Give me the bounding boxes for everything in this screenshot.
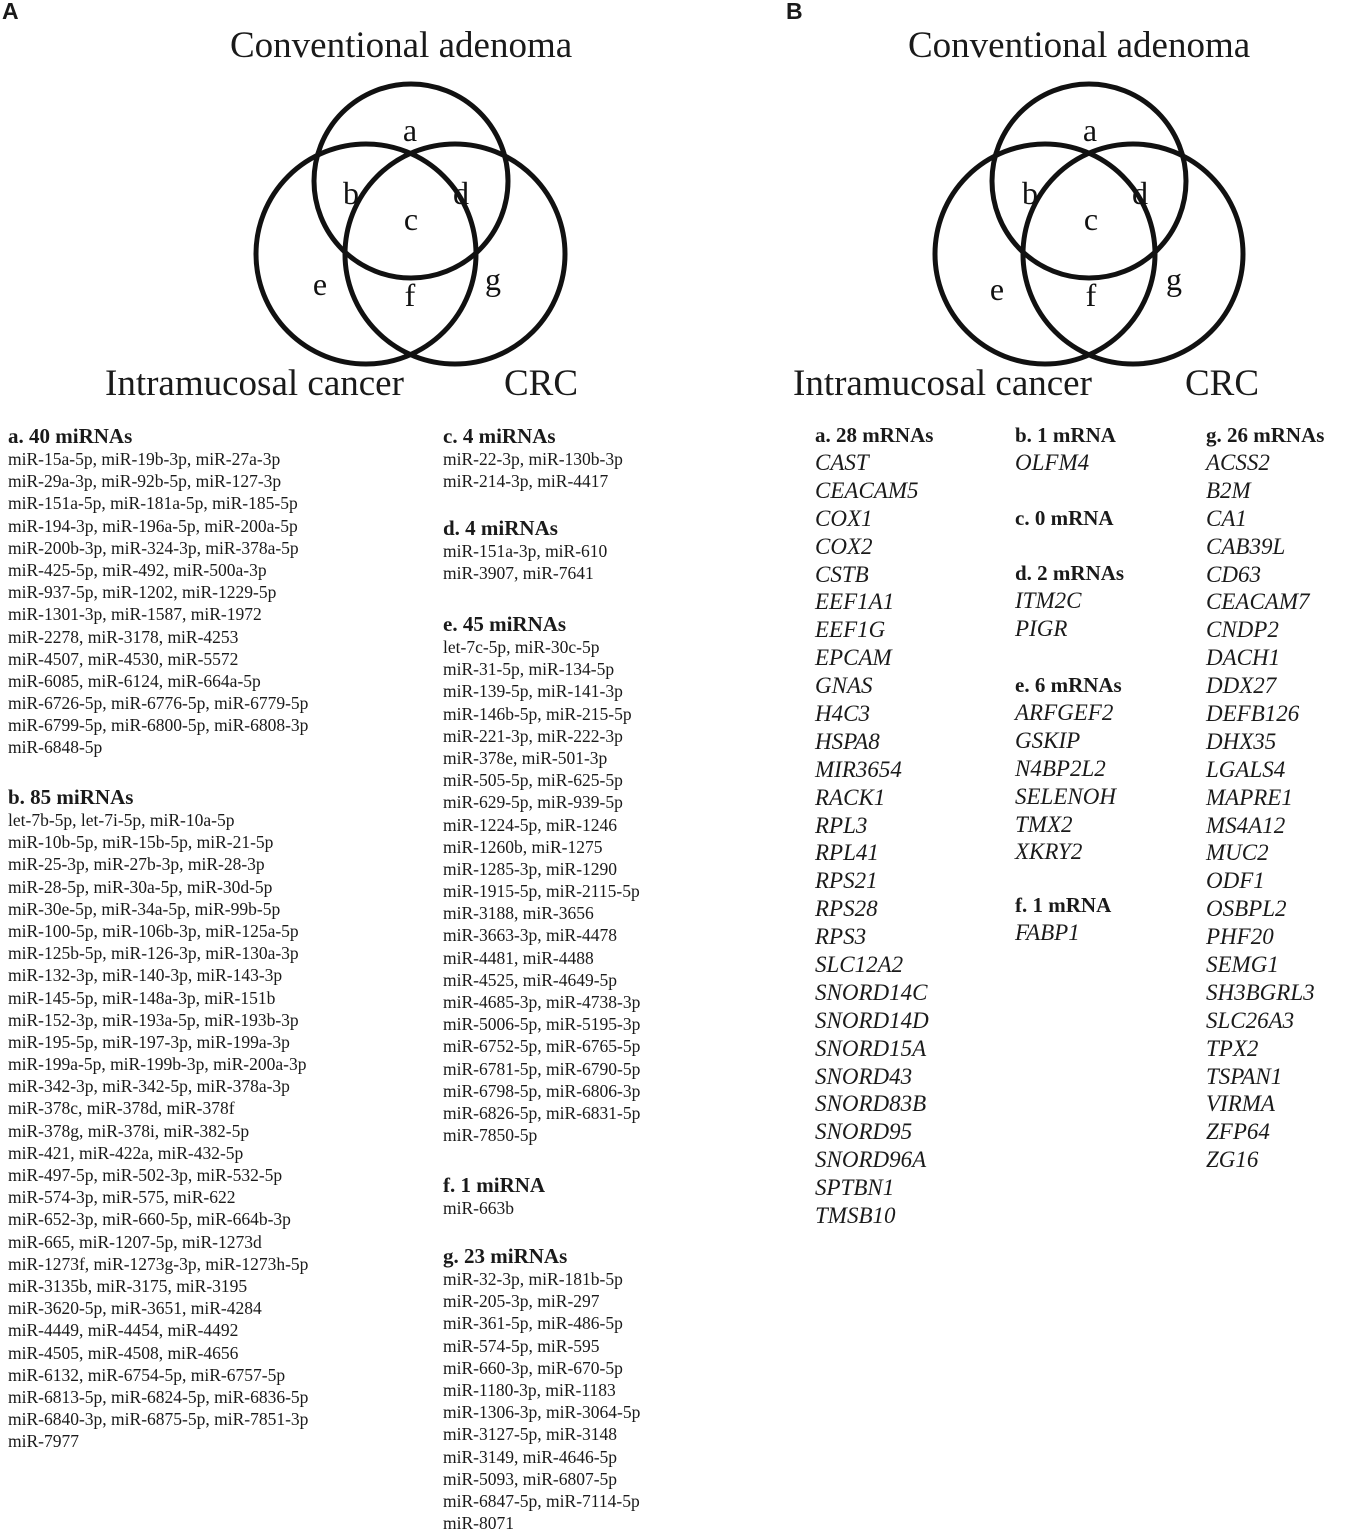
- set-b-mirnas: [8, 785, 308, 1452]
- set-item: miR-4525, miR-4649-5p: [443, 969, 618, 990]
- venn-b-top-label: Conventional adenoma: [908, 25, 1251, 66]
- set-item: miR-4507, miR-4530, miR-5572: [8, 648, 239, 669]
- set-item: miR-5093, miR-6807-5p: [443, 1468, 618, 1489]
- set-item: miR-574-5p, miR-595: [443, 1335, 600, 1356]
- set-item: B2M: [1206, 477, 1251, 503]
- set-item: RPS3: [815, 924, 867, 950]
- set-item: COX2: [815, 533, 873, 559]
- set-items: [443, 1268, 640, 1534]
- region-e-label: e: [989, 271, 1005, 307]
- set-item: SELENOH: [1015, 783, 1116, 809]
- set-item: miR-4481, miR-4488: [443, 947, 594, 968]
- set-item: miR-652-3p, miR-660-5p, miR-664b-3p: [8, 1209, 291, 1230]
- set-item: SNORD43: [815, 1063, 913, 1089]
- region-f-label: f: [404, 277, 416, 313]
- region-e-label: e: [312, 266, 328, 302]
- region-c-label: c: [403, 201, 419, 237]
- set-item: FABP1: [1015, 920, 1080, 945]
- set-item: miR-6752-5p, miR-6765-5p: [443, 1036, 641, 1057]
- set-item: miR-199a-5p, miR-199b-3p, miR-200a-3p: [8, 1054, 307, 1075]
- set-item: miR-145-5p, miR-148a-3p, miR-151b: [8, 987, 276, 1008]
- set-item: miR-132-3p, miR-140-3p, miR-143-3p: [8, 965, 283, 986]
- set-e-mrnas: [1015, 672, 1122, 866]
- set-c-mirnas: [443, 424, 623, 492]
- set-item: DEFB126: [1206, 701, 1300, 727]
- set-item: RACK1: [815, 784, 886, 810]
- set-item: miR-6132, miR-6754-5p, miR-6757-5p: [8, 1364, 286, 1385]
- set-item: miR-32-3p, miR-181b-5p: [443, 1269, 623, 1289]
- set-item: miR-5006-5p, miR-5195-3p: [443, 1014, 641, 1035]
- set-item: miR-152-3p, miR-193a-5p, miR-193b-3p: [8, 1009, 299, 1030]
- set-item: miR-1306-3p, miR-3064-5p: [443, 1402, 641, 1423]
- set-item: TPX2: [1206, 1035, 1259, 1061]
- set-item: miR-6798-5p, miR-6806-3p: [443, 1080, 641, 1101]
- set-title: f. 1 miRNA: [443, 1173, 546, 1197]
- set-items: [1206, 449, 1324, 1174]
- set-item: miR-663b: [443, 1198, 514, 1218]
- set-title: a. 28 mRNAs: [815, 423, 934, 447]
- venn-a-right-label: CRC: [504, 363, 579, 404]
- set-g-mrnas: [1206, 422, 1324, 1174]
- set-items: [1015, 919, 1111, 947]
- set-item: ARFGEF2: [1015, 700, 1114, 725]
- set-item: miR-6799-5p, miR-6800-5p, miR-6808-3p: [8, 715, 309, 736]
- set-item: miR-139-5p, miR-141-3p: [443, 681, 623, 702]
- set-item: miR-4505, miR-4508, miR-4656: [8, 1342, 239, 1363]
- set-item: TMX2: [1015, 811, 1073, 837]
- set-item: EEF1G: [815, 617, 886, 643]
- set-item: RPS21: [815, 868, 878, 894]
- set-item: ZG16: [1206, 1147, 1259, 1173]
- set-item: miR-342-3p, miR-342-5p, miR-378a-3p: [8, 1076, 290, 1097]
- set-item: H4C3: [815, 701, 870, 727]
- set-item: CAB39L: [1206, 533, 1286, 559]
- set-item: miR-6085, miR-6124, miR-664a-5p: [8, 670, 261, 691]
- set-item: GNAS: [815, 673, 873, 699]
- set-item: RPL3: [815, 812, 868, 838]
- set-f-mrnas: [1015, 892, 1111, 947]
- set-item: miR-378g, miR-378i, miR-382-5p: [8, 1120, 250, 1141]
- set-items: [1015, 699, 1122, 866]
- set-item: miR-3149, miR-4646-5p: [443, 1446, 618, 1467]
- set-item: MS4A12: [1206, 812, 1286, 838]
- set-item: miR-378e, miR-501-3p: [443, 747, 608, 768]
- set-item: SNORD14D: [815, 1007, 929, 1033]
- set-item: miR-3188, miR-3656: [443, 903, 594, 924]
- set-item: miR-937-5p, miR-1202, miR-1229-5p: [8, 582, 277, 603]
- set-item: TSPAN1: [1206, 1063, 1283, 1089]
- venn-b-left-label: Intramucosal cancer: [793, 363, 1092, 404]
- set-item: miR-660-3p, miR-670-5p: [443, 1357, 623, 1378]
- set-item: miR-574-3p, miR-575, miR-622: [8, 1187, 236, 1208]
- set-item: SNORD83B: [815, 1091, 927, 1117]
- set-item: miR-361-5p, miR-486-5p: [443, 1313, 623, 1334]
- set-title: a. 40 miRNAs: [8, 424, 133, 448]
- set-e-mirnas: [443, 612, 640, 1146]
- venn-a-top-label: Conventional adenoma: [230, 25, 573, 66]
- set-item: EEF1A1: [815, 589, 895, 615]
- set-item: PIGR: [1015, 615, 1068, 641]
- set-item: OSBPL2: [1206, 896, 1287, 922]
- set-item: miR-7977: [8, 1431, 79, 1452]
- set-items: [8, 809, 308, 1452]
- set-item: RPL41: [815, 840, 879, 866]
- set-item: LGALS4: [1206, 756, 1286, 782]
- set-title: c. 0 mRNA: [1015, 506, 1114, 530]
- set-a-mirnas: [8, 424, 308, 759]
- set-items: [8, 448, 308, 759]
- set-b-mrnas: [1015, 422, 1116, 477]
- set-item: SLC26A3: [1206, 1007, 1295, 1033]
- set-item: miR-3663-3p, miR-4478: [443, 925, 618, 946]
- set-item: miR-151a-3p, miR-610: [443, 541, 608, 561]
- set-item: miR-1180-3p, miR-1183: [443, 1379, 616, 1400]
- set-item: miR-6813-5p, miR-6824-5p, miR-6836-5p: [8, 1386, 309, 1407]
- set-g-mirnas: [443, 1244, 640, 1534]
- set-title: c. 4 miRNAs: [443, 424, 556, 448]
- region-d-label: d: [1132, 175, 1148, 211]
- set-item: SNORD95: [815, 1119, 913, 1145]
- set-item: miR-6840-3p, miR-6875-5p, miR-7851-3p: [8, 1409, 309, 1430]
- set-title: e. 45 miRNAs: [443, 612, 567, 636]
- set-c-mrnas: [1015, 505, 1114, 532]
- set-item: miR-25-3p, miR-27b-3p, miR-28-3p: [8, 854, 265, 875]
- set-item: miR-1224-5p, miR-1246: [443, 814, 618, 835]
- set-item: miR-425-5p, miR-492, miR-500a-3p: [8, 559, 267, 580]
- set-item: miR-6848-5p: [8, 737, 103, 758]
- set-item: SEMG1: [1206, 952, 1279, 978]
- set-item: miR-125b-5p, miR-126-3p, miR-130a-3p: [8, 943, 299, 964]
- set-item: SPTBN1: [815, 1175, 895, 1201]
- set-items: [443, 636, 640, 1146]
- set-item: CSTB: [815, 561, 869, 587]
- set-title: g. 26 mRNAs: [1206, 423, 1325, 447]
- set-item: miR-205-3p, miR-297: [443, 1291, 600, 1312]
- set-items: [443, 1197, 545, 1219]
- set-item: miR-1301-3p, miR-1587, miR-1972: [8, 604, 262, 625]
- set-item: miR-15a-5p, miR-19b-3p, miR-27a-3p: [8, 449, 281, 469]
- set-item: miR-3620-5p, miR-3651, miR-4284: [8, 1298, 262, 1319]
- set-item: VIRMA: [1206, 1091, 1275, 1117]
- set-item: CEACAM5: [815, 477, 919, 503]
- panel-a-label: A: [2, 0, 19, 24]
- region-a-label: a: [402, 112, 418, 148]
- region-a-label: a: [1082, 112, 1098, 148]
- set-item: ODF1: [1206, 868, 1265, 894]
- set-item: miR-6826-5p, miR-6831-5p: [443, 1102, 641, 1123]
- set-item: miR-421, miR-422a, miR-432-5p: [8, 1142, 244, 1163]
- set-d-mirnas: [443, 516, 607, 584]
- set-item: HSPA8: [815, 728, 880, 754]
- set-d-mrnas: [1015, 560, 1124, 643]
- set-title: d. 2 mRNAs: [1015, 561, 1125, 585]
- set-item: TMSB10: [815, 1203, 896, 1229]
- set-item: miR-378c, miR-378d, miR-378f: [8, 1098, 235, 1119]
- set-item: let-7c-5p, miR-30c-5p: [443, 637, 600, 657]
- set-item: MUC2: [1206, 840, 1269, 866]
- set-item: miR-6847-5p, miR-7114-5p: [443, 1490, 640, 1511]
- set-item: miR-6726-5p, miR-6776-5p, miR-6779-5p: [8, 693, 309, 714]
- set-title: b. 1 mRNA: [1015, 423, 1116, 447]
- set-item: miR-146b-5p, miR-215-5p: [443, 703, 632, 724]
- set-item: miR-22-3p, miR-130b-3p: [443, 449, 623, 469]
- set-item: miR-30e-5p, miR-34a-5p, miR-99b-5p: [8, 898, 281, 919]
- set-item: miR-1915-5p, miR-2115-5p: [443, 881, 640, 902]
- set-item: DACH1: [1206, 645, 1281, 671]
- set-item: miR-665, miR-1207-5p, miR-1273d: [8, 1231, 262, 1252]
- region-c-label: c: [1083, 201, 1099, 237]
- set-item: miR-1260b, miR-1275: [443, 836, 603, 857]
- set-item: MAPRE1: [1206, 784, 1293, 810]
- set-items: [1015, 449, 1116, 477]
- set-item: miR-194-3p, miR-196a-5p, miR-200a-5p: [8, 515, 298, 536]
- set-item: miR-6781-5p, miR-6790-5p: [443, 1058, 641, 1079]
- set-item: miR-1273f, miR-1273g-3p, miR-1273h-5p: [8, 1253, 309, 1274]
- set-item: MIR3654: [815, 756, 902, 782]
- set-item: miR-4449, miR-4454, miR-4492: [8, 1320, 239, 1341]
- set-item: miR-151a-5p, miR-181a-5p, miR-185-5p: [8, 493, 298, 514]
- set-item: ZFP64: [1206, 1119, 1270, 1145]
- region-b-label: b: [1022, 175, 1038, 211]
- set-item: EPCAM: [815, 645, 892, 671]
- set-item: miR-3907, miR-7641: [443, 563, 594, 584]
- set-item: CA1: [1206, 505, 1247, 531]
- set-item: CD63: [1206, 561, 1261, 587]
- set-item: CEACAM7: [1206, 589, 1310, 615]
- set-item: miR-29a-3p, miR-92b-5p, miR-127-3p: [8, 471, 282, 492]
- set-item: XKRY2: [1015, 839, 1083, 865]
- set-item: miR-195-5p, miR-197-3p, miR-199a-3p: [8, 1031, 290, 1052]
- set-item: miR-1285-3p, miR-1290: [443, 858, 618, 879]
- set-item: SNORD15A: [815, 1035, 927, 1061]
- set-item: miR-221-3p, miR-222-3p: [443, 725, 623, 746]
- set-title: f. 1 mRNA: [1015, 893, 1112, 917]
- set-item: SH3BGRL3: [1206, 979, 1315, 1005]
- set-item: miR-214-3p, miR-4417: [443, 471, 609, 492]
- set-title: e. 6 mRNAs: [1015, 673, 1122, 697]
- set-item: miR-8071: [443, 1513, 514, 1534]
- set-item: SNORD96A: [815, 1147, 927, 1173]
- set-title: b. 85 miRNAs: [8, 785, 134, 809]
- set-f-mirnas: [443, 1173, 545, 1219]
- set-item: GSKIP: [1015, 727, 1081, 753]
- set-title: d. 4 miRNAs: [443, 516, 558, 540]
- set-item: COX1: [815, 505, 873, 531]
- circle-intramucosal-cancer: [935, 144, 1155, 364]
- set-item: DHX35: [1206, 728, 1277, 754]
- region-d-label: d: [453, 175, 469, 211]
- set-items: [443, 540, 607, 584]
- set-item: miR-100-5p, miR-106b-3p, miR-125a-5p: [8, 920, 299, 941]
- set-item: OLFM4: [1015, 450, 1090, 475]
- set-item: RPS28: [815, 896, 878, 922]
- set-item: PHF20: [1206, 924, 1274, 950]
- set-item: CAST: [815, 450, 869, 475]
- set-a-mrnas: [815, 422, 933, 1230]
- set-item: miR-28-5p, miR-30a-5p, miR-30d-5p: [8, 876, 273, 897]
- region-g-label: g: [1166, 261, 1182, 297]
- set-item: miR-3135b, miR-3175, miR-3195: [8, 1275, 248, 1296]
- set-item: SLC12A2: [815, 952, 904, 978]
- region-b-label: b: [343, 175, 359, 211]
- set-title: g. 23 miRNAs: [443, 1244, 568, 1268]
- set-item: miR-4685-3p, miR-4738-3p: [443, 992, 641, 1012]
- set-item: miR-629-5p, miR-939-5p: [443, 792, 623, 813]
- set-items: [1015, 587, 1124, 643]
- set-item: miR-3127-5p, miR-3148: [443, 1424, 618, 1445]
- venn-b-right-label: CRC: [1185, 363, 1260, 404]
- set-item: miR-10b-5p, miR-15b-5p, miR-21-5p: [8, 832, 274, 853]
- set-item: miR-31-5p, miR-134-5p: [443, 659, 615, 680]
- set-items: [443, 448, 623, 492]
- panel-b-label: B: [786, 0, 803, 24]
- venn-diagram-b: [0, 0, 1360, 360]
- set-item: miR-2278, miR-3178, miR-4253: [8, 626, 239, 647]
- region-g-label: g: [485, 261, 501, 297]
- set-item: DDX27: [1206, 673, 1277, 699]
- set-item: miR-505-5p, miR-625-5p: [443, 770, 623, 791]
- set-item: SNORD14C: [815, 979, 928, 1005]
- set-item: let-7b-5p, let-7i-5p, miR-10a-5p: [8, 810, 235, 830]
- venn-a-left-label: Intramucosal cancer: [105, 363, 404, 404]
- set-items: [815, 449, 933, 1230]
- set-item: ACSS2: [1206, 450, 1270, 475]
- set-item: ITM2C: [1015, 588, 1082, 613]
- set-item: miR-200b-3p, miR-324-3p, miR-378a-5p: [8, 537, 299, 558]
- set-item: miR-497-5p, miR-502-3p, miR-532-5p: [8, 1165, 283, 1185]
- set-item: miR-7850-5p: [443, 1125, 538, 1146]
- region-f-label: f: [1085, 277, 1097, 313]
- set-item: N4BP2L2: [1015, 755, 1106, 781]
- set-item: CNDP2: [1206, 617, 1279, 643]
